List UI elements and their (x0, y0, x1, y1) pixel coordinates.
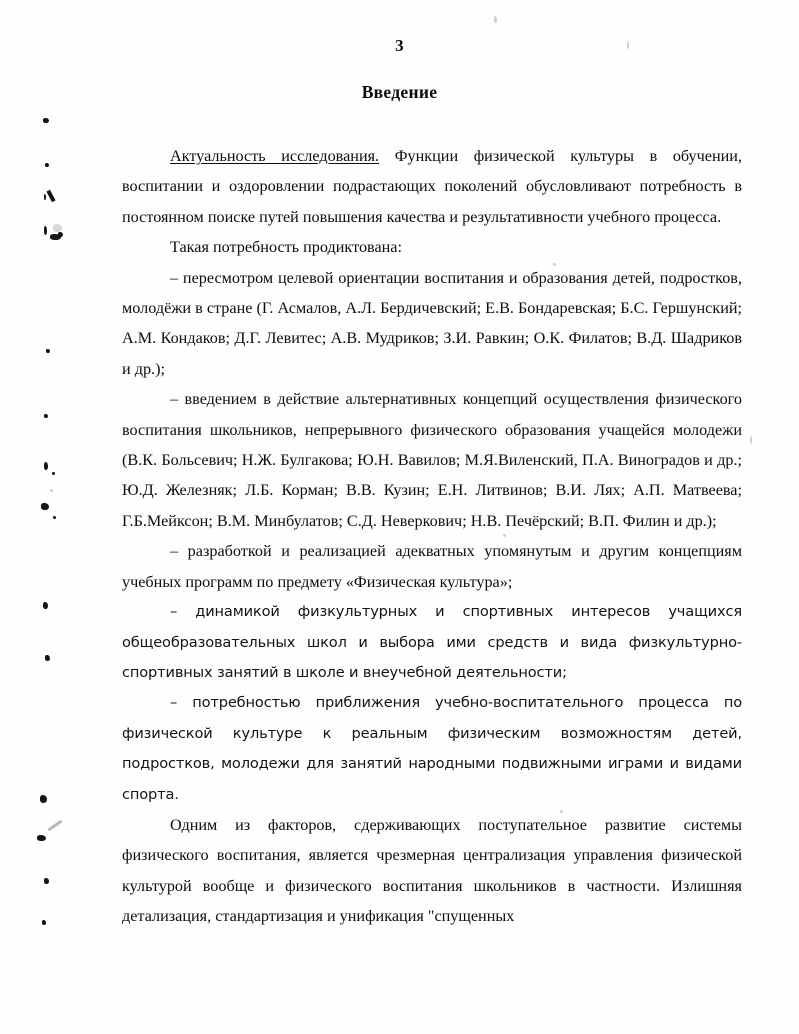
paragraph-bullet-5: – потребностью приближения учебно-воспитательного процесса по физической культуре к реальным физическим возможностям детей, подростков, молодежи для занятий народными подвижными играми и видами спорта. (122, 694, 742, 803)
scan-artifact (58, 232, 63, 237)
scan-artifact (48, 820, 63, 831)
scan-artifact (44, 878, 49, 884)
page-number: 3 (395, 36, 404, 55)
scan-artifact (50, 234, 61, 240)
scan-artifact (494, 16, 497, 23)
scan-artifact (44, 414, 48, 418)
scan-artifact (40, 795, 47, 803)
scan-artifact (43, 602, 48, 609)
scan-artifact (44, 462, 48, 470)
paragraph-closing: Одним из факторов, сдерживающих поступательное развитие системы физического воспитания, является чрезмерная централизация управления физической культурой вообще и физического воспитания школьников в частности. Излишняя детализация, стандартизация и унификация "спущенных (122, 815, 742, 926)
paragraph-relevance (122, 141, 742, 232)
scan-artifact (45, 655, 50, 661)
scan-artifact (44, 226, 47, 235)
scan-artifact (37, 835, 46, 841)
paragraph-need-intro: Такая потребность продиктована: (170, 238, 402, 257)
paragraph-bullet-2: – введением в действие альтернативных концепций осуществления физического воспитания школьников, непрерывного физического образования учащейся молодежи (В.К. Больсевич; Н.Ж. Булгакова; Ю.Н. Вавилов; М.Я.Виленский, П.А. Виноградов и др.; Ю.Д. Железняк; Л.Б. Корман; В.В. Кузин; Е.Н. Литвинов; В.И. Лях; А.П. Матвеева; Г.Б.Мейксон; В.М. Минбулатов; С.Д. Неверкович; Н.В. Печёрский; В.П. Филин и др.); (122, 390, 742, 530)
paragraph-bullet-4: – динамикой физкультурных и спортивных интересов учащихся общеобразовательных школ и выбора ими средств и вида физкультурно-спортивных занятий в школе и внеучебной деятельности; (122, 603, 742, 681)
paragraph-bullet-1: – пересмотром целевой ориентации воспитания и образования детей, подростков, молодёжи в стране (Г. Асмалов, А.Л. Бердичевский; Е.В. Бондаревская; Б.С. Гершунский; А.М. Кондаков; Д.Г. Левитес; А.В. Мудриков; З.И. Равкин; О.К. Филатов; В.Д. Шадриков и др.); (122, 268, 743, 378)
relevance-text: Функции физической культуры в обучении, воспитании и оздоровлении подрастающих поколений обусловливают потребность в постоянном поиске путей повышения качества и результативности учебного процесса. (122, 147, 742, 226)
scan-artifact (52, 472, 55, 475)
body-text (122, 141, 742, 932)
relevance-term: Актуальность исследования. (170, 147, 380, 165)
scan-artifact (46, 190, 55, 202)
scan-artifact (50, 489, 53, 492)
scan-artifact (44, 194, 46, 200)
scan-artifact (45, 163, 49, 167)
scan-artifact (41, 503, 49, 510)
scan-artifact (53, 224, 62, 232)
paragraph-bullet-3: – разработкой и реализацией адекватных упомянутым и другим концепциям учебных программ по предмету «Физическая культура»; (122, 542, 742, 591)
scan-artifact (43, 118, 49, 123)
scan-artifact (53, 516, 56, 519)
page-title: Введение (361, 82, 438, 102)
scan-artifact (750, 436, 752, 444)
scan-artifact (46, 349, 50, 353)
scan-artifact (42, 920, 46, 925)
